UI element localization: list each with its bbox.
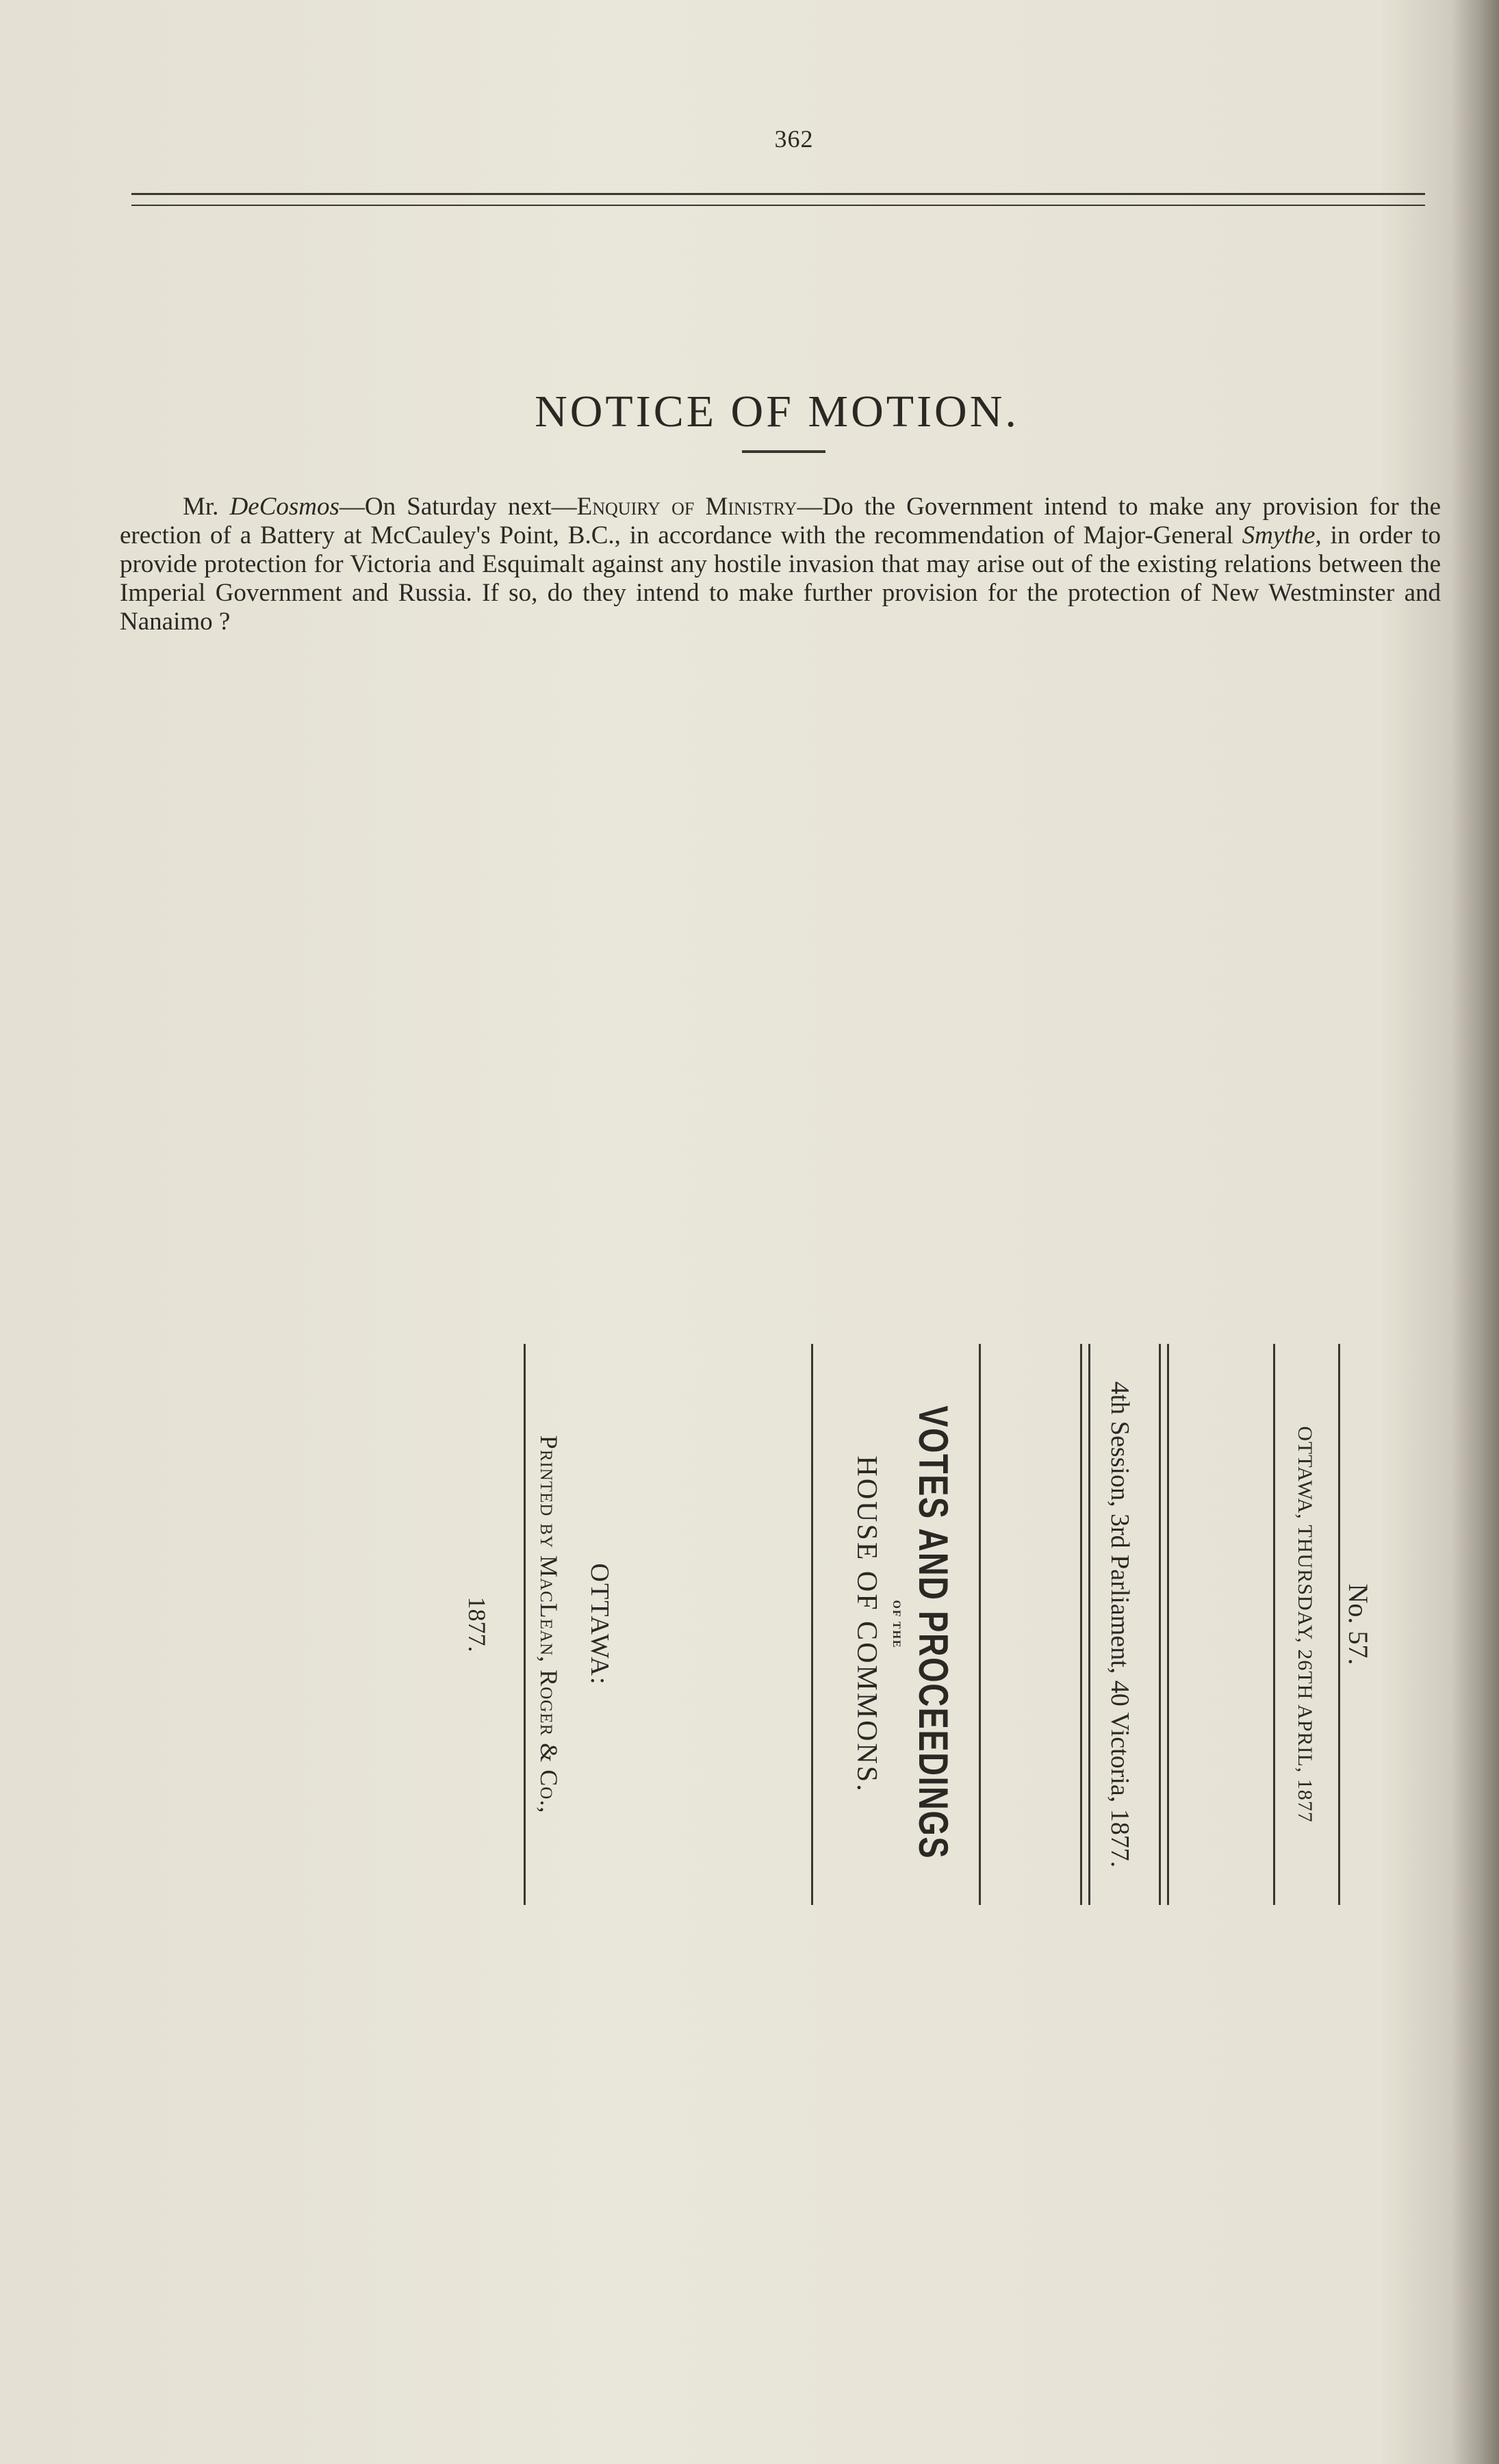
rule-4	[1159, 1344, 1161, 1905]
of-the-label: OF THE	[891, 1600, 902, 1649]
rule-6	[1080, 1344, 1082, 1905]
motion-text-2: —Do the Government intend to make any provision for the erection of a Battery at McCauley's Point, B.C., in accordance with the recommendation of Major-General	[120, 493, 1442, 549]
session-line: 4th Session, 3rd Parliament, 40 Victoria, 1877.	[1105, 1381, 1134, 1868]
mover-prefix: Mr.	[183, 493, 230, 521]
motion-text-3: in order to provide protection for Victoria and Esquimalt against any hostile invasion that may arise out of the existing relations between the Imperial Government and Russia. If so, do they intend to make further provision for the protection of New Westminster and Nanaimo ?	[120, 521, 1442, 636]
enquiry-label: Enquiry of Ministry	[576, 493, 797, 521]
rule-5	[1088, 1344, 1090, 1905]
general-name: Smythe,	[1242, 521, 1322, 549]
issue-number: No. 57.	[1343, 1583, 1374, 1665]
notice-title: NOTICE OF MOTION.	[535, 387, 1019, 437]
mover-name: DeCosmos	[229, 493, 339, 521]
rule-8	[811, 1344, 813, 1905]
rule-9	[524, 1344, 526, 1905]
house-heading: HOUSE OF COMMONS.	[851, 1455, 882, 1793]
rule-2	[1273, 1344, 1275, 1905]
title-rule	[742, 450, 825, 453]
votes-heading: VOTES AND PROCEEDINGS	[910, 1405, 956, 1860]
date-line: OTTAWA, THURSDAY, 26TH APRIL, 1877	[1294, 1426, 1316, 1823]
motion-text-1: —On Saturday next—	[339, 493, 577, 521]
header-rule	[131, 193, 1425, 206]
printer-line: Printed by MacLean, Roger & Co.,	[535, 1435, 563, 1814]
city-label: OTTAWA:	[585, 1563, 614, 1686]
page-edge-shadow	[1451, 0, 1499, 2464]
page-number: 362	[774, 125, 814, 153]
rotated-title-block	[101, 1344, 1381, 1905]
rule-3	[1167, 1344, 1169, 1905]
motion-paragraph	[120, 493, 1441, 636]
print-year: 1877.	[463, 1596, 491, 1652]
rule-1	[1338, 1344, 1340, 1905]
rule-7	[979, 1344, 981, 1905]
